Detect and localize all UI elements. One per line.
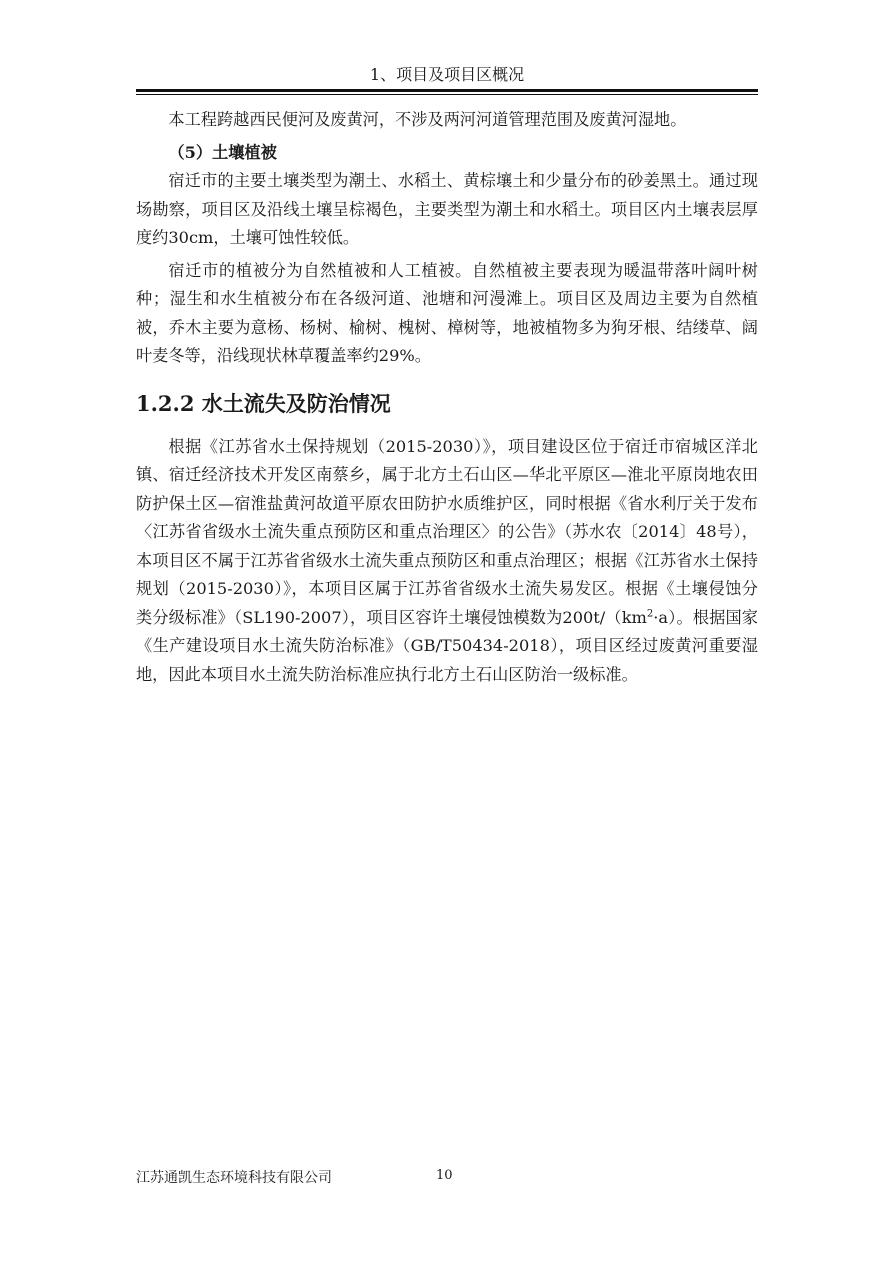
paragraph-vegetation: 宿迁市的植被分为自然植被和人工植被。自然植被主要表现为暖温带落叶阔叶树种；湿生和水生植被分布在各级河道、池塘和河漫滩上。项目区及周边主要为自然植被，乔木主要为意杨、杨树、榆树、槐树、樟树等，地被植物多为狗牙根、结缕草、阔叶麦冬等，沿线现状林草覆盖率约29%。 [136,260,758,365]
header-rule-thick [136,89,758,92]
footer-company-name: 江苏通凯生态环境科技有限公司 [136,1170,332,1186]
body-text [136,106,758,689]
paragraph-erosion-part2: ·a）。根据国家《生产建设项目水土流失防治标准》（GB/T50434-2018），项目区经过废黄河重要湿地，因此本项目水土流失防治标准应执行北方土石山区防治一级标准。 [136,607,758,684]
header-rule-thin [136,94,758,95]
superscript-two: 2 [646,608,654,620]
paragraph-erosion [136,433,758,690]
subheading-soil-vegetation: （5）土壤植被 [168,142,277,162]
paragraph-rivers: 本工程跨越西民便河及废黄河，不涉及两河河道管理范围及废黄河湿地。 [168,110,687,129]
paragraph-soil: 宿迁市的主要土壤类型为潮土、水稻土、黄棕壤土和少量分布的砂姜黑土。通过现场勘察，项目区及沿线土壤呈棕褐色，主要类型为潮土和水稻土。项目区内土壤表层厚度约30cm，土壤可蚀性较低。 [136,171,758,247]
paragraph-erosion-part1: 根据《江苏省水土保持规划（2015-2030）》，项目建设区位于宿迁市宿城区洋北镇、宿迁经济技术开发区南蔡乡，属于北方土石山区—华北平原区—淮北平原岗地农田防护保土区—宿淮盐黄河故道平原农田防护水质维护区，同时根据《省水利厅关于发布〈江苏省省级水土流失重点预防区和重点治理区〉的公告》（苏水农〔2014〕48号），本项目区不属于江苏省省级水土流失重点预防区和重点治理区；根据《江苏省水土保持规划（2015-2030）》，本项目区属于江苏省省级水土流失易发区。根据《土壤侵蚀分类分级标准》（SL190-2007），项目区容许土壤侵蚀模数为200t/（km [136,436,758,627]
footer-page-number: 10 [436,1168,453,1183]
section-heading-soil-erosion: 1.2.2 水土流失及防治情况 [136,390,391,416]
running-header-title: 1、项目及项目区概况 [369,65,525,84]
